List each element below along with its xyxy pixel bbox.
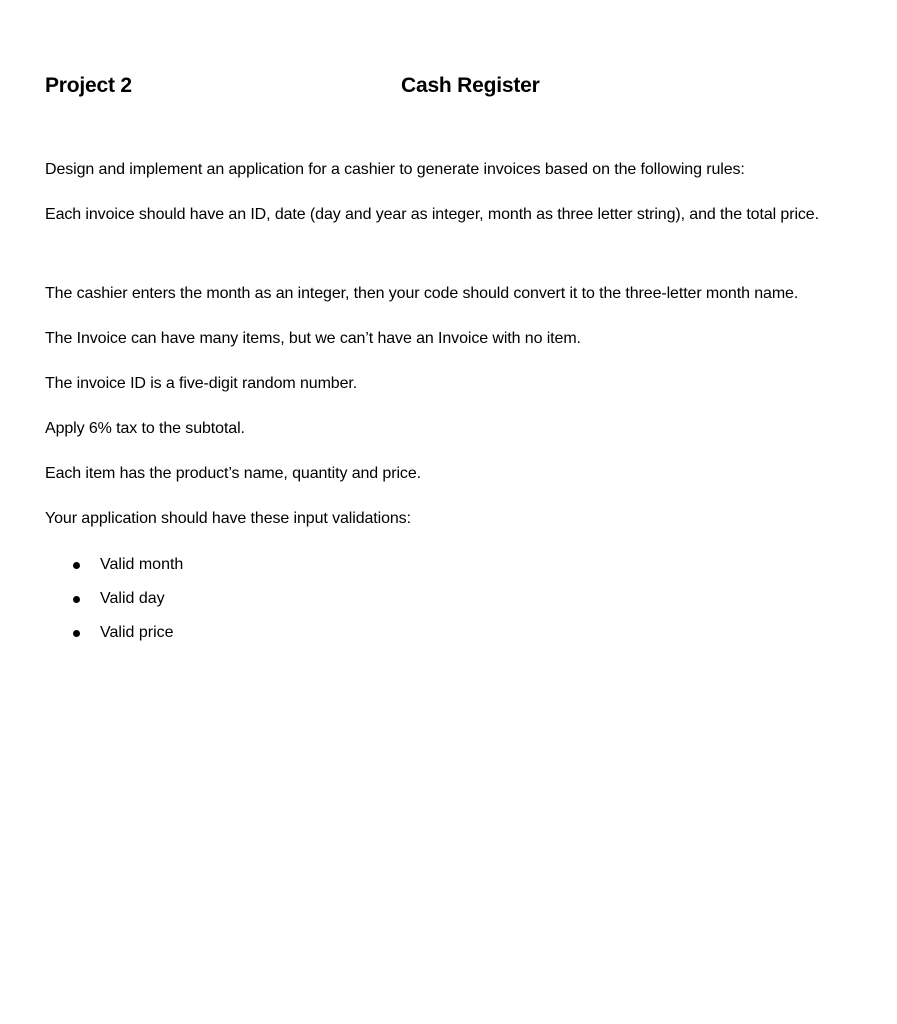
bullet-icon	[73, 596, 80, 603]
validation-item-price: Valid price	[100, 624, 174, 641]
paragraph-month-conversion	[45, 277, 865, 311]
validations-intro-text: Your application should have these input validations:	[45, 510, 411, 527]
bullet-icon	[73, 630, 80, 637]
bullet-icon	[73, 562, 80, 569]
invoice-id-text: The invoice ID is a five-digit random number.	[45, 375, 358, 392]
paragraph-invoice-id	[45, 367, 865, 401]
tax-text: Apply 6% tax to the subtotal.	[45, 420, 245, 437]
validation-item-day: Valid day	[100, 590, 165, 607]
paragraph-item-fields	[45, 457, 865, 491]
paragraph-tax	[45, 412, 865, 446]
invoice-fields-text: Each invoice should have an ID, date (day and year as integer, month as three letter string), and the total price.	[45, 206, 819, 223]
items-rule-text: The Invoice can have many items, but we can’t have an Invoice with no item.	[45, 330, 581, 347]
paragraph-validations-intro	[45, 502, 865, 536]
document-header	[45, 74, 897, 102]
month-conversion-text: The cashier enters the month as an integer, then your code should convert it to the three-letter month name.	[45, 285, 799, 302]
paragraph-invoice-fields	[45, 198, 865, 232]
intro-text: Design and implement an application for a cashier to generate invoices based on the following rules:	[45, 161, 745, 178]
paragraph-items-rule	[45, 322, 865, 356]
item-fields-text: Each item has the product’s name, quantity and price.	[45, 465, 421, 482]
project-label: Project 2	[45, 74, 132, 97]
paragraph-intro	[45, 153, 865, 187]
validation-item-month: Valid month	[100, 556, 184, 573]
document-title: Cash Register	[401, 74, 540, 97]
